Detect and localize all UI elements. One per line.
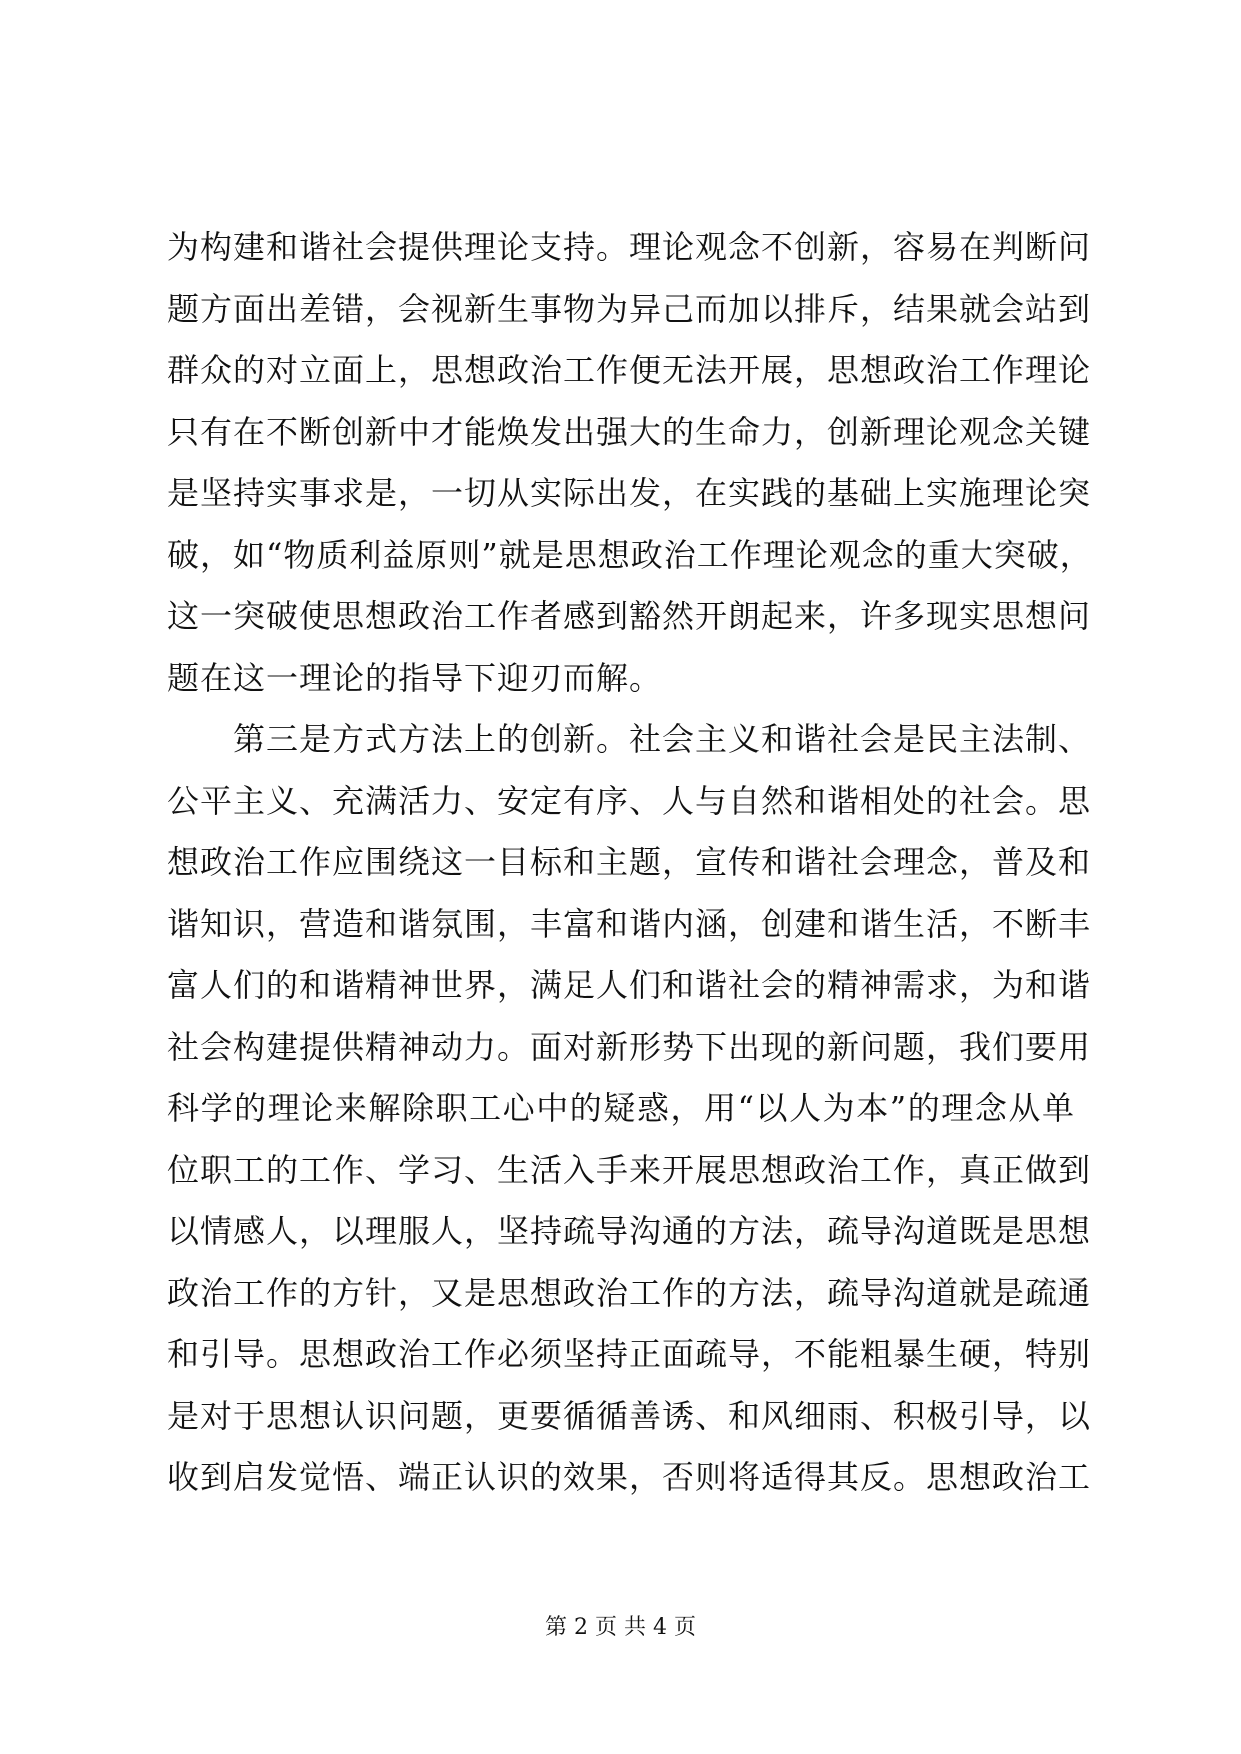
text-line: 公平主义、充满活力、安定有序、人与自然和谐相处的社会。思	[167, 781, 1092, 820]
text-line: 以情感人，以理服人，坚持疏导沟通的方法，疏导沟道既是思想	[167, 1212, 1092, 1250]
text-line: 第三是方式方法上的创新。社会主义和谐社会是民主法制、	[233, 720, 1092, 758]
text-line: 收到启发觉悟、端正认识的效果，否则将适得其反。思想政治工	[167, 1458, 1092, 1496]
text-line: 破，如“物质利益原则”就是思想政治工作理论观念的重大突破，	[167, 535, 1093, 574]
text-line: 是坚持实事求是，一切从实际出发，在实践的基础上实施理论突	[167, 474, 1092, 512]
text-line: 谐知识，营造和谐氛围，丰富和谐内涵，创建和谐生活，不断丰	[167, 904, 1092, 943]
paragraph-1	[167, 228, 1093, 720]
text-line: 是对于思想认识问题，更要循循善诱、和风细雨、积极引导，以	[167, 1396, 1092, 1435]
text-line: 群众的对立面上，思想政治工作便无法开展，思想政治工作理论	[167, 351, 1092, 389]
document-body	[167, 228, 1093, 1520]
text-line: 这一突破使思想政治工作者感到豁然开朗起来，许多现实思想问	[167, 597, 1092, 635]
text-line: 想政治工作应围绕这一目标和主题，宣传和谐社会理念，普及和	[167, 843, 1092, 881]
page-number-footer: 第 2 页 共 4 页	[545, 1615, 696, 1640]
text-line: 科学的理论来解除职工心中的疑惑，用“以人为本”的理念从单	[167, 1089, 1075, 1127]
text-line: 社会构建提供精神动力。面对新形势下出现的新问题，我们要用	[167, 1027, 1092, 1066]
text-line: 为构建和谐社会提供理论支持。理论观念不创新，容易在判断问	[167, 228, 1092, 266]
text-line: 位职工的工作、学习、生活入手来开展思想政治工作，真正做到	[167, 1150, 1092, 1189]
text-line: 题在这一理论的指导下迎刃而解。	[167, 658, 663, 697]
text-line: 只有在不断创新中才能焕发出强大的生命力，创新理论观念关键	[167, 412, 1092, 451]
text-line: 富人们的和谐精神世界，满足人们和谐社会的精神需求，为和谐	[167, 966, 1092, 1004]
text-line: 政治工作的方针，又是思想政治工作的方法，疏导沟道就是疏通	[167, 1273, 1092, 1312]
text-line: 题方面出差错，会视新生事物为异己而加以排斥，结果就会站到	[167, 289, 1092, 328]
paragraph-2	[167, 720, 1092, 1520]
text-line: 和引导。思想政治工作必须坚持正面疏导，不能粗暴生硬，特别	[167, 1335, 1092, 1373]
